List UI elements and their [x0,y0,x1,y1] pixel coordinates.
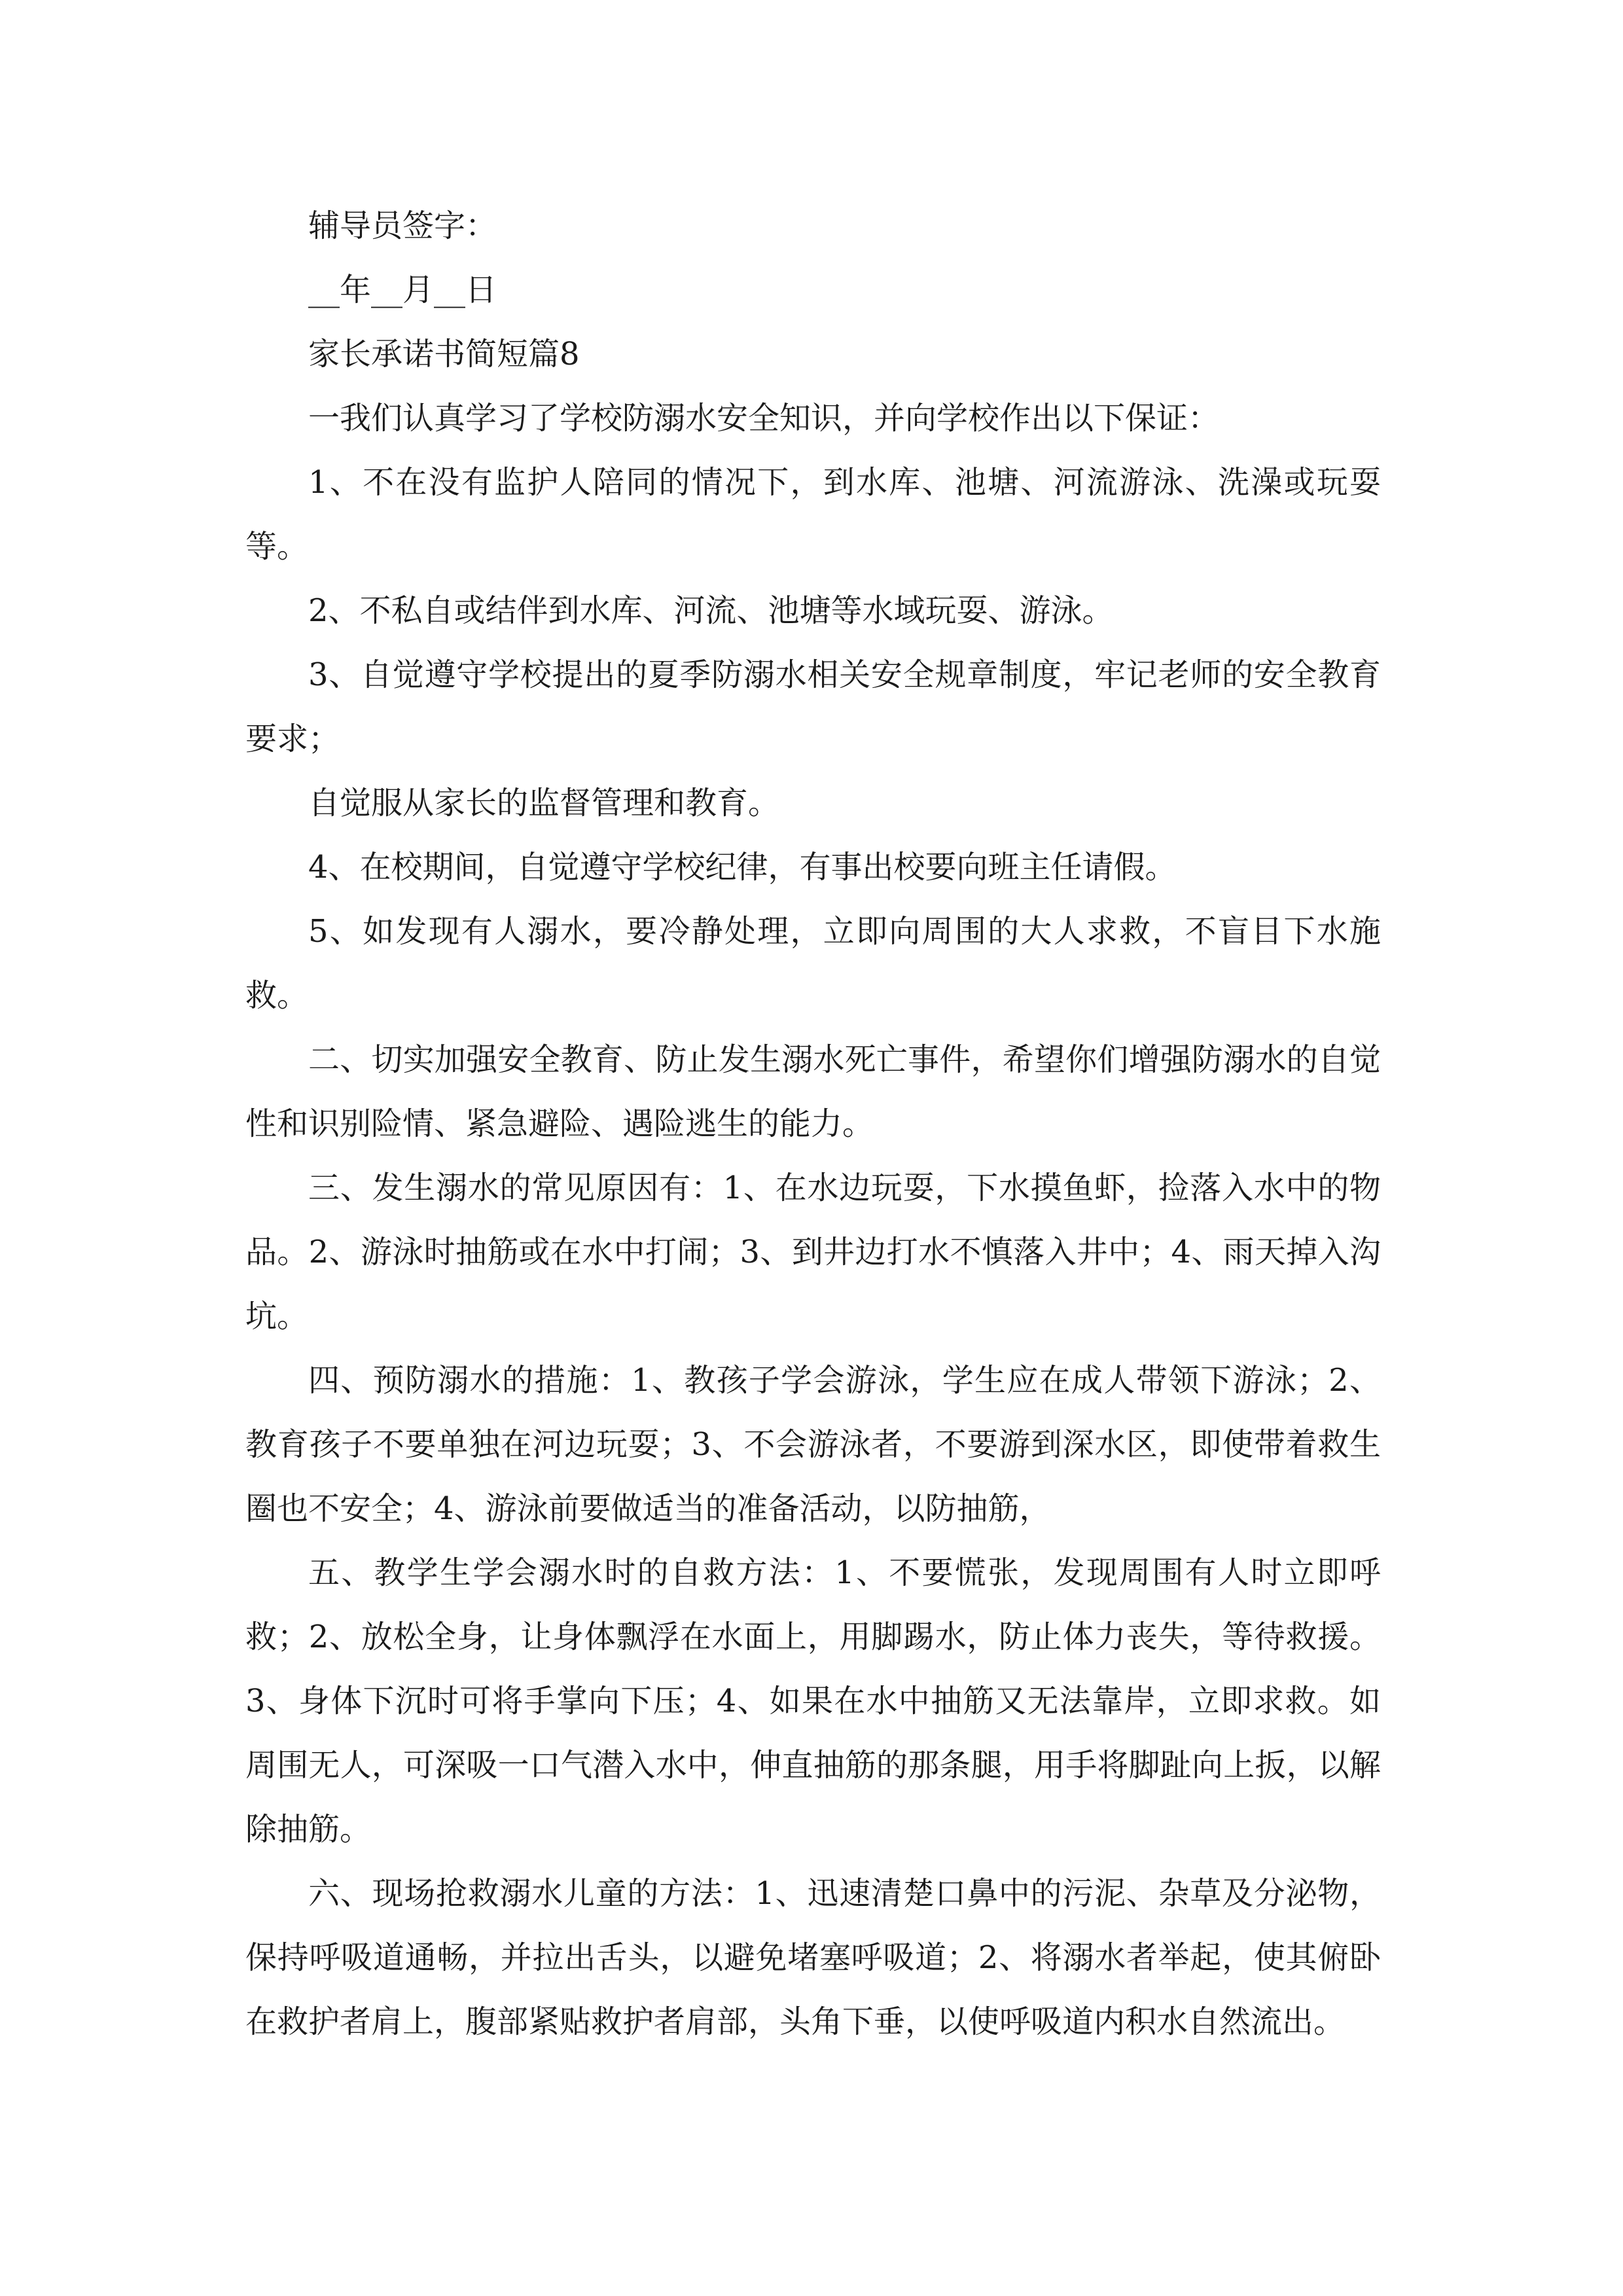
section-title: 家长承诺书简短篇8 [308,336,580,372]
paragraph-section-5: 五、教学生学会溺水时的自救方法：1、不要慌张，发现周围有人时立即呼救；2、放松全身，让身体飘浮在水面上，用脚踢水，防止体力丧失，等待救援。3、身体下沉时可将手掌向下压；4、如果在水中抽筋又无法靠岸，立即求救。如周围无人，可深吸一口气潜入水中，伸直抽筋的那条腿，用手将脚趾向上扳，以解除抽筋。 [245,1554,1381,1848]
paragraph-section-3: 三、发生溺水的常见原因有：1、在水边玩耍，下水摸鱼虾，捡落入水中的物品。2、游泳时抽筋或在水中打闹；3、到井边打水不慎落入井中；4、雨天掉入沟坑。 [245,1170,1381,1335]
paragraph-parent-supervision: 自觉服从家长的监督管理和教育。 [308,785,780,821]
document-body [245,194,1381,2054]
paragraph-section-6: 六、现场抢救溺水儿童的方法：1、迅速清楚口鼻中的污泥、杂草及分泌物，保持呼吸道通畅，并拉出舌头，以避免堵塞呼吸道；2、将溺水者举起，使其俯卧在救护者肩上，腹部紧贴救护者肩部，头角下垂，以使呼吸道内积水自然流出。 [245,1875,1381,2040]
paragraph-item-1: 1、不在没有监护人陪同的情况下，到水库、池塘、河流游泳、洗澡或玩耍等。 [245,464,1381,565]
paragraph-item-3: 3、自觉遵守学校提出的夏季防溺水相关安全规章制度，牢记老师的安全教育要求； [245,656,1381,757]
counselor-signature-line: 辅导员签字： [308,207,497,244]
paragraph-item-5: 5、如发现有人溺水，要冷静处理，立即向周围的大人求救，不盲目下水施救。 [245,913,1381,1014]
paragraph-item-4: 4、在校期间，自觉遵守学校纪律，有事出校要向班主任请假。 [308,849,1177,886]
paragraph-section-4: 四、预防溺水的措施：1、教孩子学会游泳，学生应在成人带领下游泳；2、教育孩子不要单独在河边玩耍；3、不会游泳者，不要游到深水区，即使带着救生圈也不安全；4、游泳前要做适当的准备活动，以防抽筋， [245,1362,1381,1527]
date-line: __年__月__日 [308,272,497,308]
paragraph-item-2: 2、不私自或结伴到水库、河流、池塘等水域玩耍、游泳。 [308,592,1114,629]
paragraph-section-2: 二、切实加强安全教育、防止发生溺水死亡事件，希望你们增强防溺水的自觉性和识别险情、紧急避险、遇险逃生的能力。 [245,1041,1381,1142]
paragraph-intro: 一我们认真学习了学校防溺水安全知识，并向学校作出以下保证： [308,400,1220,437]
